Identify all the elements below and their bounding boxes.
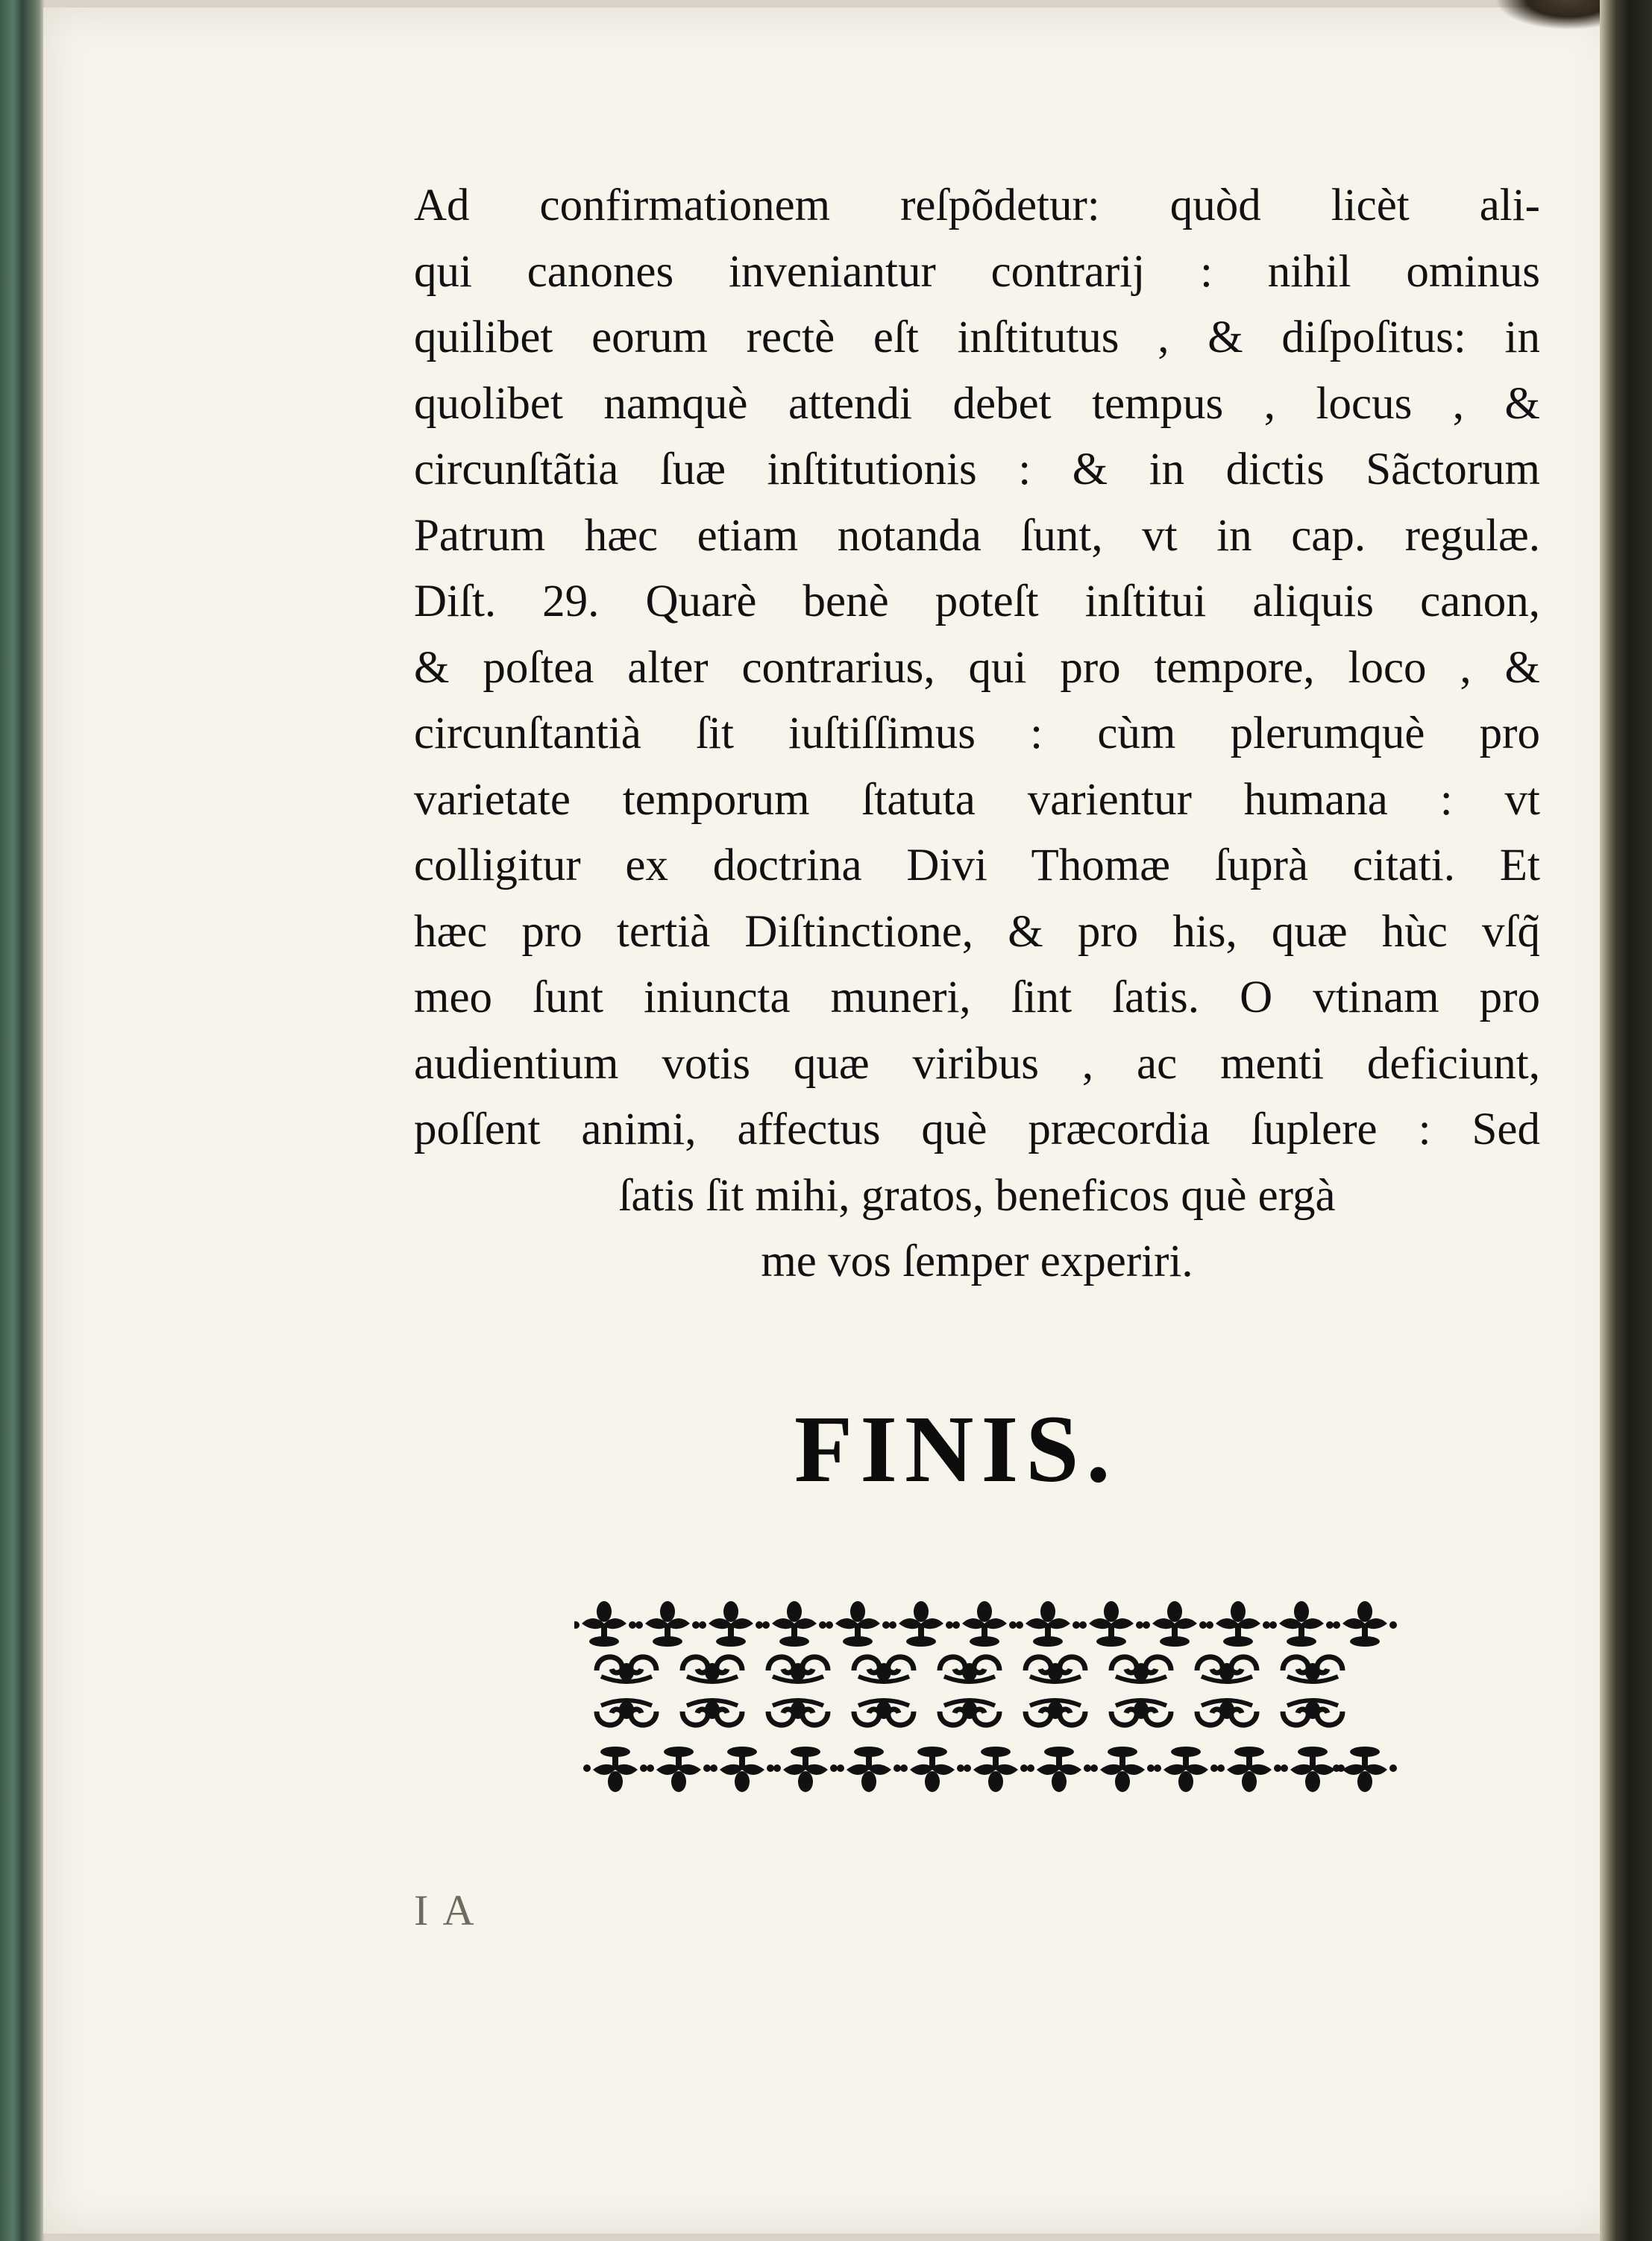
facing-page-edge (1600, 0, 1652, 2241)
finis-heading: FINIS. (794, 1396, 1118, 1502)
main-text (414, 173, 1540, 1295)
text-line: Ad confirmationem reſpõdetur: quòd licèt ali- (414, 180, 1540, 230)
ornament-row-4 (583, 1747, 1397, 1792)
printers-ornament (574, 1585, 1402, 1808)
ornament-row-3 (597, 1700, 1342, 1725)
text-line: me vos ſemper experiri. (761, 1236, 1193, 1286)
text-line: meo ſunt iniuncta muneri, ſint ſatis. O vtinam pro (414, 972, 1540, 1022)
text-line: qui canones inveniantur contrarij : nihil ominus (414, 246, 1540, 297)
text-line: Patrum hæc etiam notanda ſunt, vt in cap. regulæ. (414, 510, 1540, 561)
ornament-row-2 (597, 1657, 1342, 1682)
text-line: & poſtea alter contrarius, qui pro tempore, loco , & (414, 642, 1540, 693)
text-line: colligitur ex doctrina Divi Thomæ ſuprà citati. Et (414, 840, 1540, 890)
text-line: hæc pro tertià Diſtinctione, & pro his, quæ hùc vſq̃ (414, 906, 1540, 957)
text-line: quolibet namquè attendi debet tempus , locus , & (414, 378, 1540, 429)
binding-shadow (1495, 0, 1600, 30)
text-line: circunſtãtia ſuæ inſtitutionis : & in dictis Sãctorum (414, 444, 1540, 494)
text-line: circunſtantià ſit iuſtiſſimus : cùm plerumquè pro (414, 708, 1540, 758)
ornament-row-1 (574, 1601, 1397, 1647)
text-line: varietate temporum ſtatuta varientur humana : vt (414, 774, 1540, 825)
signature-mark: I A (414, 1886, 477, 1934)
text-line: quilibet eorum rectè eſt inſtitutus , & diſpoſitus: in (414, 312, 1540, 362)
text-line: poſſent animi, affectus què præcordia ſuplere : Sed (414, 1104, 1540, 1154)
text-line: ſatis ſit mihi, gratos, beneficos què ergà (618, 1170, 1336, 1221)
text-line: audientium votis quæ viribus , ac menti deficiunt, (414, 1038, 1540, 1089)
text-line: Diſt. 29. Quarè benè poteſt inſtitui aliquis canon, (414, 576, 1540, 626)
